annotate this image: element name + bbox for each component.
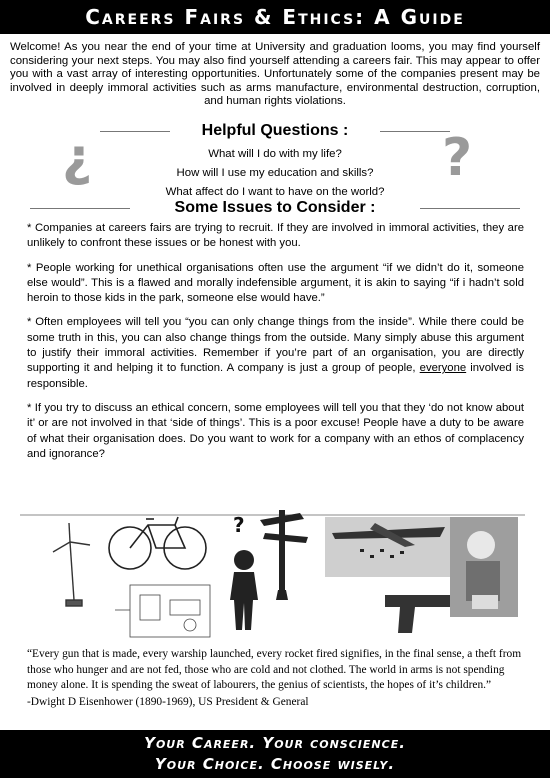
issues-heading: Some Issues to Consider : <box>174 199 376 216</box>
issue-paragraph: * Companies at careers fairs are trying to recruit. If they are involved in immoral activities, they are unlikely to confront these issues or be honest with you. <box>27 222 524 250</box>
footer-line: Your Career. Your conscience. <box>144 734 406 752</box>
illustration-collage <box>20 505 530 640</box>
issues-section <box>27 221 524 471</box>
question-item: What will I do with my life? <box>208 148 342 160</box>
issue-paragraph <box>27 315 524 391</box>
inverted-question-mark-icon: ¿ <box>62 128 93 188</box>
heading-rule-right <box>380 131 450 132</box>
helpful-questions-heading: Helpful Questions : <box>201 122 349 139</box>
page-title: Careers Fairs & Ethics: A Guide <box>85 5 465 29</box>
quote-text: “Every gun that is made, every warship launched, every rocket fired signifies, in the final sense, a theft from those who hunger and are not fed, those who are cold and not clothed. The world in arms is not spending money alone. It is spending the sweat of labourers, the genius of scientists, the hopes of it’s children.” <box>27 648 522 692</box>
pistol-icon <box>385 595 450 633</box>
issue-paragraph: * If you try to discuss an ethical concern, some employees will tell you that they ‘do not know about it’ or are not involved in that ‘side of things’. This is a poor excuse! People have a duty to be aware of what their organisation does. Do you want to work for a company with an ethos of complacency and ignorance? <box>27 401 524 460</box>
confused-person-icon <box>230 513 258 630</box>
technical-schematic-icon <box>115 585 210 637</box>
issue-paragraph: * People working for unethical organisations often use the argument “if we didn’t do it, someone else would”. This is a flawed and morally indefensible argument, it is akin to saying “if i hadn’t sold heroin to those kids in the park, someone else would have.” <box>27 261 524 305</box>
quote-author: -Dwight D Eisenhower (1890-1969), US President & General <box>27 695 309 708</box>
small-question-mark: ? <box>233 513 245 537</box>
intro-paragraph: Welcome! As you near the end of your time at University and graduation looms, you may find yourself considering your next steps. You may also find yourself attending a careers fair. This may appear to offer you with a vast array of interesting opportunities. Unfortunately some of the companies present may be involved in deeply immoral activities such as arms manufacture, environmental destruction, corruption, and human rights violations. <box>10 41 540 108</box>
bomber-plane-icon <box>325 517 450 577</box>
issues-heading-row <box>10 199 540 219</box>
heading-rule-right <box>420 208 520 209</box>
issue-text: * Often employees will tell you “you can only change things from the inside”. While there could be some truth in this, you can also change things from the outside. Many simply abuse this argument to justify their immoral activities. Remember if you’re part of an organisation, you are directly supporting it and helping it to function. A company is just a group of people, <box>27 316 524 375</box>
injured-child-photo <box>450 517 518 617</box>
issue-text: involved is responsible. <box>27 362 524 390</box>
questions-list <box>130 145 420 202</box>
signpost-icon <box>260 510 308 600</box>
bicycle-icon <box>109 517 206 569</box>
footer-banner <box>0 730 550 778</box>
question-mark-icon: ? <box>442 128 473 188</box>
header-banner <box>0 0 550 34</box>
question-item: What affect do I want to have on the world? <box>165 186 385 198</box>
underlined-emphasis: everyone <box>419 362 467 375</box>
question-item: How will I use my education and skills? <box>176 167 374 179</box>
eisenhower-quote <box>27 647 527 710</box>
wind-turbine-icon <box>53 523 90 606</box>
footer-line: Your Choice. Choose wisely. <box>154 755 396 773</box>
